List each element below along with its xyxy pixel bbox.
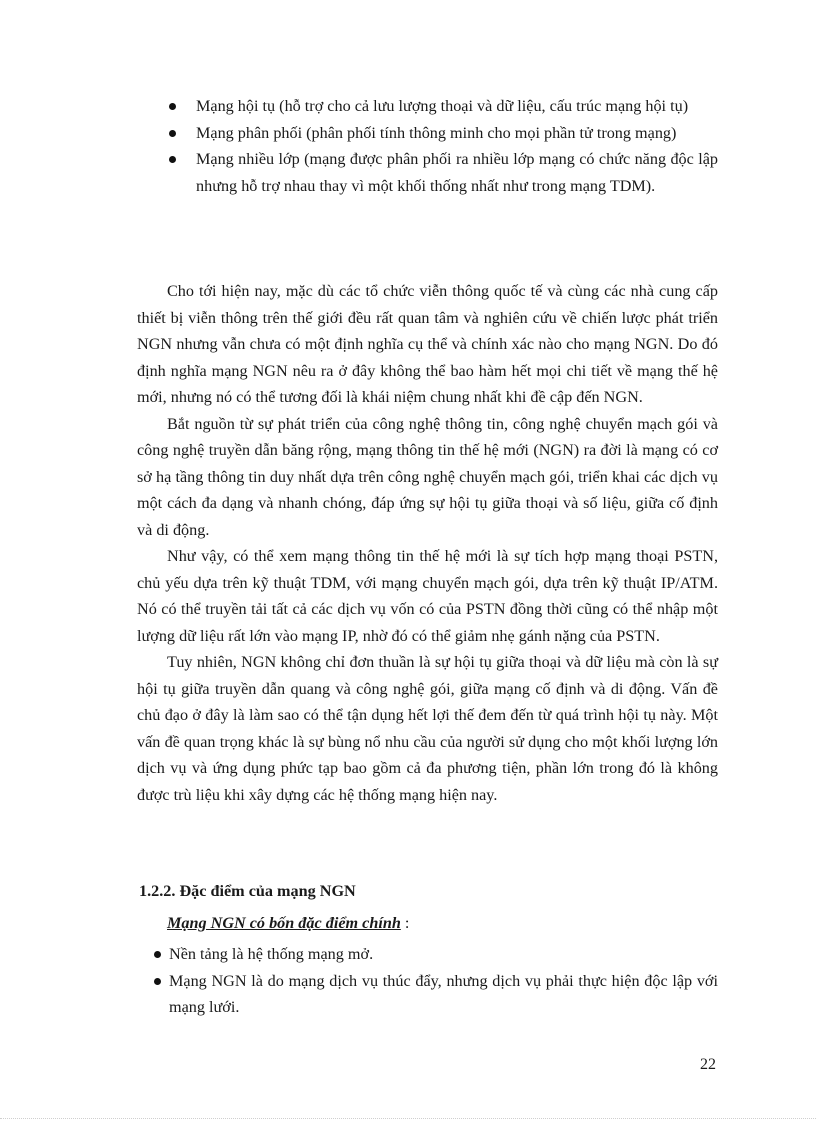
bullet-icon bbox=[154, 951, 161, 958]
bullet-icon bbox=[169, 103, 176, 110]
list-item bbox=[137, 968, 718, 1021]
bottom-bullet-list bbox=[137, 941, 718, 1021]
bullet-icon bbox=[169, 156, 176, 163]
section-heading: 1.2.2. Đặc điểm của mạng NGN bbox=[139, 882, 356, 900]
body-paragraphs bbox=[137, 278, 718, 808]
list-item bbox=[137, 941, 718, 968]
list-item bbox=[166, 146, 718, 199]
bullet-icon bbox=[154, 978, 161, 985]
paragraph: Tuy nhiên, NGN không chỉ đơn thuần là sự hội tụ giữa thoại và dữ liệu mà còn là sự hội tụ giữa truyền dẫn quang và công nghệ gói, giữa mạng cố định và di động. Vấn đề chủ đạo ở đây là làm sao có thể tận dụng hết lợi thế đem đến từ quá trình hội tụ này. Một vấn đề quan trọng khác là sự bùng nổ nhu cầu của người sử dụng cho một khối lượng lớn dịch vụ và ứng dụng phức tạp bao gồm cả đa phương tiện, phần lớn trong đó là không được trù liệu khi xây dựng các hệ thống mạng hiện nay. bbox=[137, 653, 718, 804]
bullet-text: Nền tảng là hệ thống mạng mở. bbox=[169, 945, 374, 963]
paragraph: Cho tới hiện nay, mặc dù các tổ chức viễn thông quốc tế và cùng các nhà cung cấp thiết bị viễn thông trên thế giới đều rất quan tâm và nghiên cứu về chiến lược phát triển NGN nhưng vẫn chưa có một định nghĩa cụ thể và chính xác nào cho mạng NGN. Do đó định nghĩa mạng NGN nêu ra ở đây không thể bao hàm hết mọi chi tiết về mạng thế hệ mới, nhưng nó có thể tương đối là khái niệm chung nhất khi đề cập đến NGN. bbox=[137, 282, 718, 406]
bullet-text: Mạng NGN là do mạng dịch vụ thúc đẩy, nhưng dịch vụ phải thực hiện độc lập với mạng lưới. bbox=[169, 971, 718, 1016]
list-item bbox=[166, 120, 718, 147]
top-bullet-list bbox=[166, 93, 718, 199]
paragraph: Bắt nguồn từ sự phát triển của công nghệ thông tin, công nghệ chuyển mạch gói và công nghệ truyền dẫn băng rộng, mạng thông tin thế hệ mới (NGN) ra đời là mạng có cơ sở hạ tầng thông tin duy nhất dựa trên công nghệ chuyển mạch gói, triển khai các dịch vụ một cách đa dạng và nhanh chóng, đáp ứng sự hội tụ giữa thoại và số liệu, giữa cố định và di động. bbox=[137, 414, 718, 539]
page-number: 22 bbox=[700, 1056, 716, 1073]
bullet-icon bbox=[169, 130, 176, 137]
list-item bbox=[166, 93, 718, 120]
page-bottom-border bbox=[0, 1118, 816, 1119]
bullet-text: Mạng hội tụ (hỗ trợ cho cả lưu lượng thoại và dữ liệu, cấu trúc mạng hội tụ) bbox=[196, 97, 689, 115]
bullet-text: Mạng nhiều lớp (mạng được phân phối ra nhiều lớp mạng có chức năng độc lập nhưng hỗ trợ nhau thay vì một khối thống nhất như trong mạng TDM). bbox=[196, 150, 718, 195]
subheading-emphasis: Mạng NGN có bốn đặc điểm chính bbox=[167, 914, 401, 932]
paragraph: Như vậy, có thể xem mạng thông tin thế hệ mới là sự tích hợp mạng thoại PSTN, chủ yếu dựa trên kỹ thuật TDM, với mạng chuyển mạch gói, dựa trên kỹ thuật IP/ATM. Nó có thể truyền tải tất cả các dịch vụ vốn có của PSTN đồng thời cũng có thể nhập một lượng dữ liệu rất lớn vào mạng IP, nhờ đó có thể giảm nhẹ gánh nặng của PSTN. bbox=[137, 547, 718, 645]
subheading bbox=[167, 914, 409, 933]
subheading-suffix: : bbox=[400, 914, 410, 932]
bullet-text: Mạng phân phối (phân phối tính thông minh cho mọi phần tử trong mạng) bbox=[196, 123, 677, 142]
